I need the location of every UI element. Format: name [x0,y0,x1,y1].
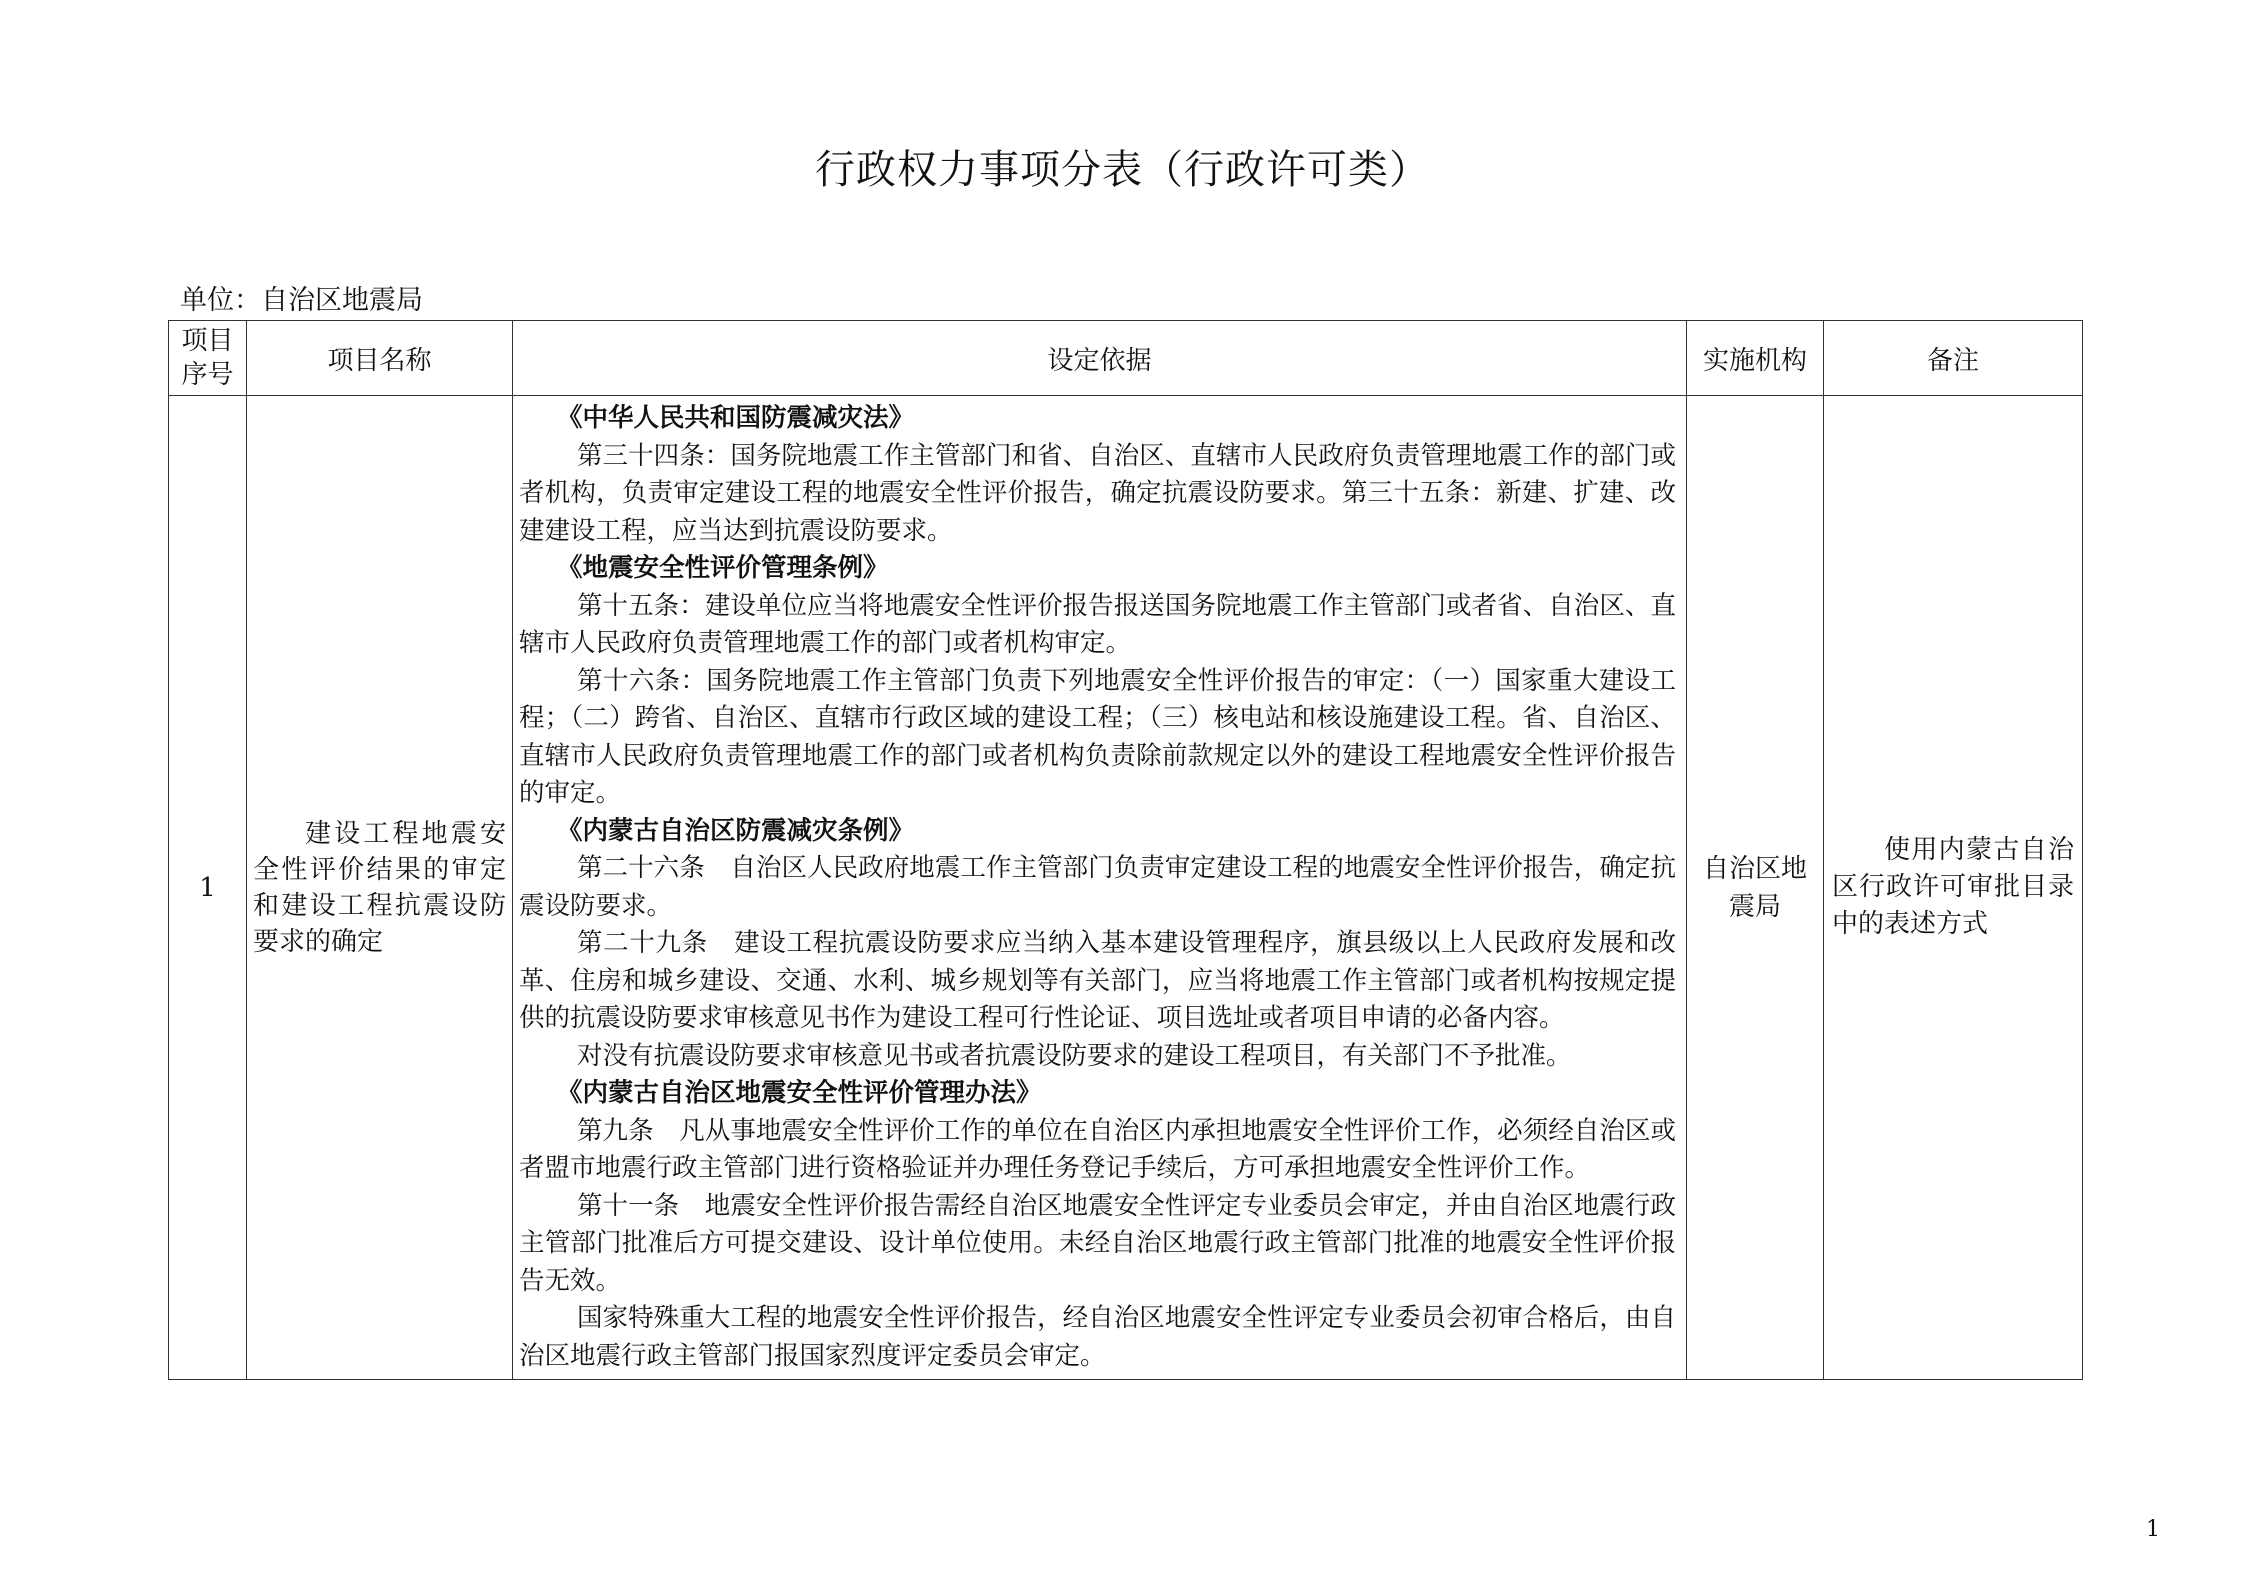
law-title: 《中华人民共和国防震减灾法》 [557,403,915,433]
cell-seq: 1 [169,396,247,1380]
header-name: 项目名称 [247,321,513,396]
unit-label: 单位：自治区地震局 [180,285,423,316]
table-header-row [169,321,2083,396]
note-text: 使用内蒙古自治区行政许可审批目录中的表述方式 [1832,835,2074,939]
law-article: 第十六条：国务院地震工作主管部门负责下列地震安全性评价报告的审定：（一）国家重大建设工程；（二）跨省、自治区、直辖市行政区域的建设工程；（三）核电站和核设施建设工程。省、自治区、直辖市人民政府负责管理地震工作的部门或者机构负责除前款规定以外的建设工程地震安全性评价报告的审定。 [519,665,1676,808]
cell-note [1824,396,2083,1380]
item-name-text: 建设工程地震安全性评价结果的审定和建设工程抗震设防要求的确定 [253,818,506,957]
cell-name [247,396,513,1380]
law-article: 对没有抗震设防要求审核意见书或者抗震设防要求的建设工程项目，有关部门不予批准。 [577,1040,1572,1071]
law-title: 《地震安全性评价管理条例》 [557,553,889,583]
header-note: 备注 [1824,321,2083,396]
header-org: 实施机构 [1687,321,1824,396]
law-title: 《内蒙古自治区防震减灾条例》 [557,815,915,846]
law-article: 第九条 凡从事地震安全性评价工作的单位在自治区内承担地震安全性评价工作，必须经自治区或者盟市地震行政主管部门进行资格验证并办理任务登记手续后，方可承担地震安全性评价工作。 [519,1115,1676,1183]
cell-org: 自治区地震局 [1687,396,1824,1380]
header-basis: 设定依据 [513,321,1687,396]
law-article: 第十一条 地震安全性评价报告需经自治区地震安全性评定专业委员会审定，并由自治区地震行政主管部门批准后方可提交建设、设计单位使用。未经自治区地震行政主管部门批准的地震安全性评价报告无效。 [519,1190,1676,1296]
page-number: 1 [2146,1517,2160,1542]
law-article: 第二十九条 建设工程抗震设防要求应当纳入基本建设管理程序，旗县级以上人民政府发展和改革、住房和城乡建设、交通、水利、城乡规划等有关部门，应当将地震工作主管部门或者机构按规定提供的抗震设防要求审核意见书作为建设工程可行性论证、项目选址或者项目申请的必备内容。 [519,928,1676,1033]
law-article: 第十五条：建设单位应当将地震安全性评价报告报送国务院地震工作主管部门或者省、自治区、直辖市人民政府负责管理地震工作的部门或者机构审定。 [519,590,1676,658]
header-seq: 项目序号 [169,321,247,396]
page-title: 行政权力事项分表（行政许可类） [815,147,1430,193]
table-row [169,396,2083,1380]
power-items-table [168,320,2083,1380]
law-article: 第二十六条 自治区人民政府地震工作主管部门负责审定建设工程的地震安全性评价报告，确定抗震设防要求。 [519,853,1676,921]
law-title: 《内蒙古自治区地震安全性评价管理办法》 [557,1078,1042,1108]
law-article: 国家特殊重大工程的地震安全性评价报告，经自治区地震安全性评定专业委员会初审合格后，由自治区地震行政主管部门报国家烈度评定委员会审定。 [519,1303,1676,1371]
law-article: 第三十四条：国务院地震工作主管部门和省、自治区、直辖市人民政府负责管理地震工作的部门或者机构，负责审定建设工程的地震安全性评价报告，确定抗震设防要求。第三十五条：新建、扩建、改建建设工程，应当达到抗震设防要求。 [519,440,1676,546]
cell-basis [513,396,1687,1380]
